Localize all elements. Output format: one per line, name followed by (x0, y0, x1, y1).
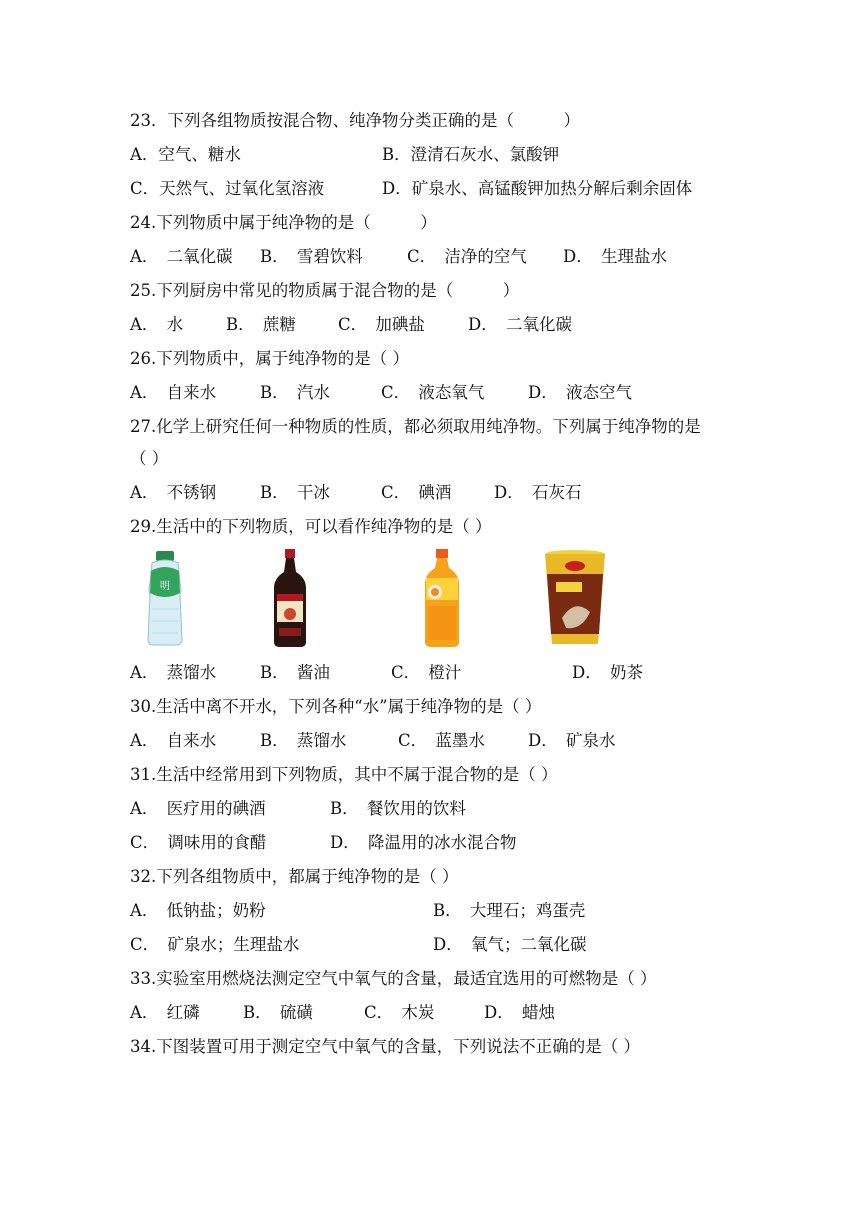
question-32-stem: 32.下列各组物质中，都属于纯净物的是（ ） (130, 867, 459, 886)
question-30-stem: 30.生活中离不开水，下列各种“水”属于纯净物的是（ ） (130, 697, 542, 716)
question-30-option-a: A． 自来水 (130, 731, 217, 750)
question-31-option-d: D． 降温用的冰水混合物 (330, 833, 517, 852)
question-33-option-a: A． 红磷 (130, 1003, 200, 1022)
question-27-stem-continued: （ ） (130, 449, 169, 468)
question-24-option-d: D． 生理盐水 (563, 247, 667, 266)
question-33-stem: 33.实验室用燃烧法测定空气中氧气的含量，最适宜选用的可燃物是（ ） (130, 969, 657, 988)
question-27-option-c: C． 碘酒 (381, 483, 452, 502)
question-29-option-c: C． 橙汁 (391, 663, 462, 682)
question-33-option-c: C． 木炭 (364, 1003, 435, 1022)
question-24-option-c: C． 洁净的空气 (407, 247, 527, 266)
orange-juice-bottle-image (420, 548, 464, 648)
question-31-stem: 31.生活中经常用到下列物质，其中不属于混合物的是（ ） (130, 765, 558, 784)
question-29-option-a: A． 蒸馏水 (130, 663, 217, 682)
question-25-option-a: A． 水 (130, 315, 184, 334)
water-bottle-image (140, 548, 190, 648)
question-23-option-c: C．天然气、过氧化氢溶液 (130, 179, 325, 198)
question-24-option-b: B． 雪碧饮料 (260, 247, 363, 266)
question-31-option-a: A． 医疗用的碘酒 (130, 799, 266, 818)
question-27-stem: 27.化学上研究任何一种物质的性质，都必须取用纯净物。下列属于纯净物的是 (130, 417, 701, 436)
question-31-option-c: C． 调味用的食醋 (130, 833, 267, 852)
question-23-option-a: A．空气、糖水 (130, 145, 241, 164)
question-24-option-a: A． 二氧化碳 (130, 247, 233, 266)
svg-text:明: 明 (160, 581, 170, 592)
question-27-option-a: A． 不锈钢 (130, 483, 217, 502)
question-23-option-d: D．矿泉水、高锰酸钾加热分解后剩余固体 (382, 179, 693, 198)
milk-tea-cup-image (540, 548, 610, 648)
question-32-option-b: B． 大理石；鸡蛋壳 (433, 901, 586, 920)
question-32-option-c: C． 矿泉水；生理盐水 (130, 935, 300, 954)
question-26-stem: 26.下列物质中，属于纯净物的是（ ） (130, 349, 409, 368)
question-23-option-b: B．澄清石灰水、氯酸钾 (382, 145, 560, 164)
question-26-option-d: D． 液态空气 (528, 383, 632, 402)
question-25-option-d: D． 二氧化碳 (468, 315, 572, 334)
question-34-stem: 34.下图装置可用于测定空气中氧气的含量，下列说法不正确的是（ ） (130, 1037, 640, 1056)
question-23-stem: 23．下列各组物质按混合物、纯净物分类正确的是（ ） (130, 111, 580, 130)
question-26-option-c: C． 液态氧气 (381, 383, 485, 402)
question-25-option-b: B． 蔗糖 (226, 315, 296, 334)
question-26-option-b: B． 汽水 (260, 383, 330, 402)
question-29-option-b: B． 酱油 (260, 663, 330, 682)
question-33-option-b: B． 硫磺 (243, 1003, 313, 1022)
question-30-option-b: B． 蒸馏水 (260, 731, 347, 750)
question-32-option-d: D． 氧气；二氧化碳 (433, 935, 587, 954)
question-30-option-d: D． 矿泉水 (528, 731, 616, 750)
question-30-option-c: C． 蓝墨水 (398, 731, 485, 750)
question-27-option-d: D． 石灰石 (494, 483, 582, 502)
question-29-option-d: D． 奶茶 (572, 663, 643, 682)
question-25-option-c: C． 加碘盐 (338, 315, 425, 334)
question-25-stem: 25.下列厨房中常见的物质属于混合物的是（ ） (130, 281, 520, 300)
question-31-option-b: B． 餐饮用的饮料 (330, 799, 466, 818)
question-26-option-a: A． 自来水 (130, 383, 217, 402)
soy-sauce-bottle-image (268, 548, 312, 648)
question-29-stem: 29.生活中的下列物质，可以看作纯净物的是（ ） (130, 517, 492, 536)
question-27-option-b: B． 干冰 (260, 483, 330, 502)
question-32-option-a: A． 低钠盐；奶粉 (130, 901, 266, 920)
question-24-stem: 24.下列物质中属于纯净物的是（ ） (130, 213, 437, 232)
question-33-option-d: D． 蜡烛 (484, 1003, 555, 1022)
